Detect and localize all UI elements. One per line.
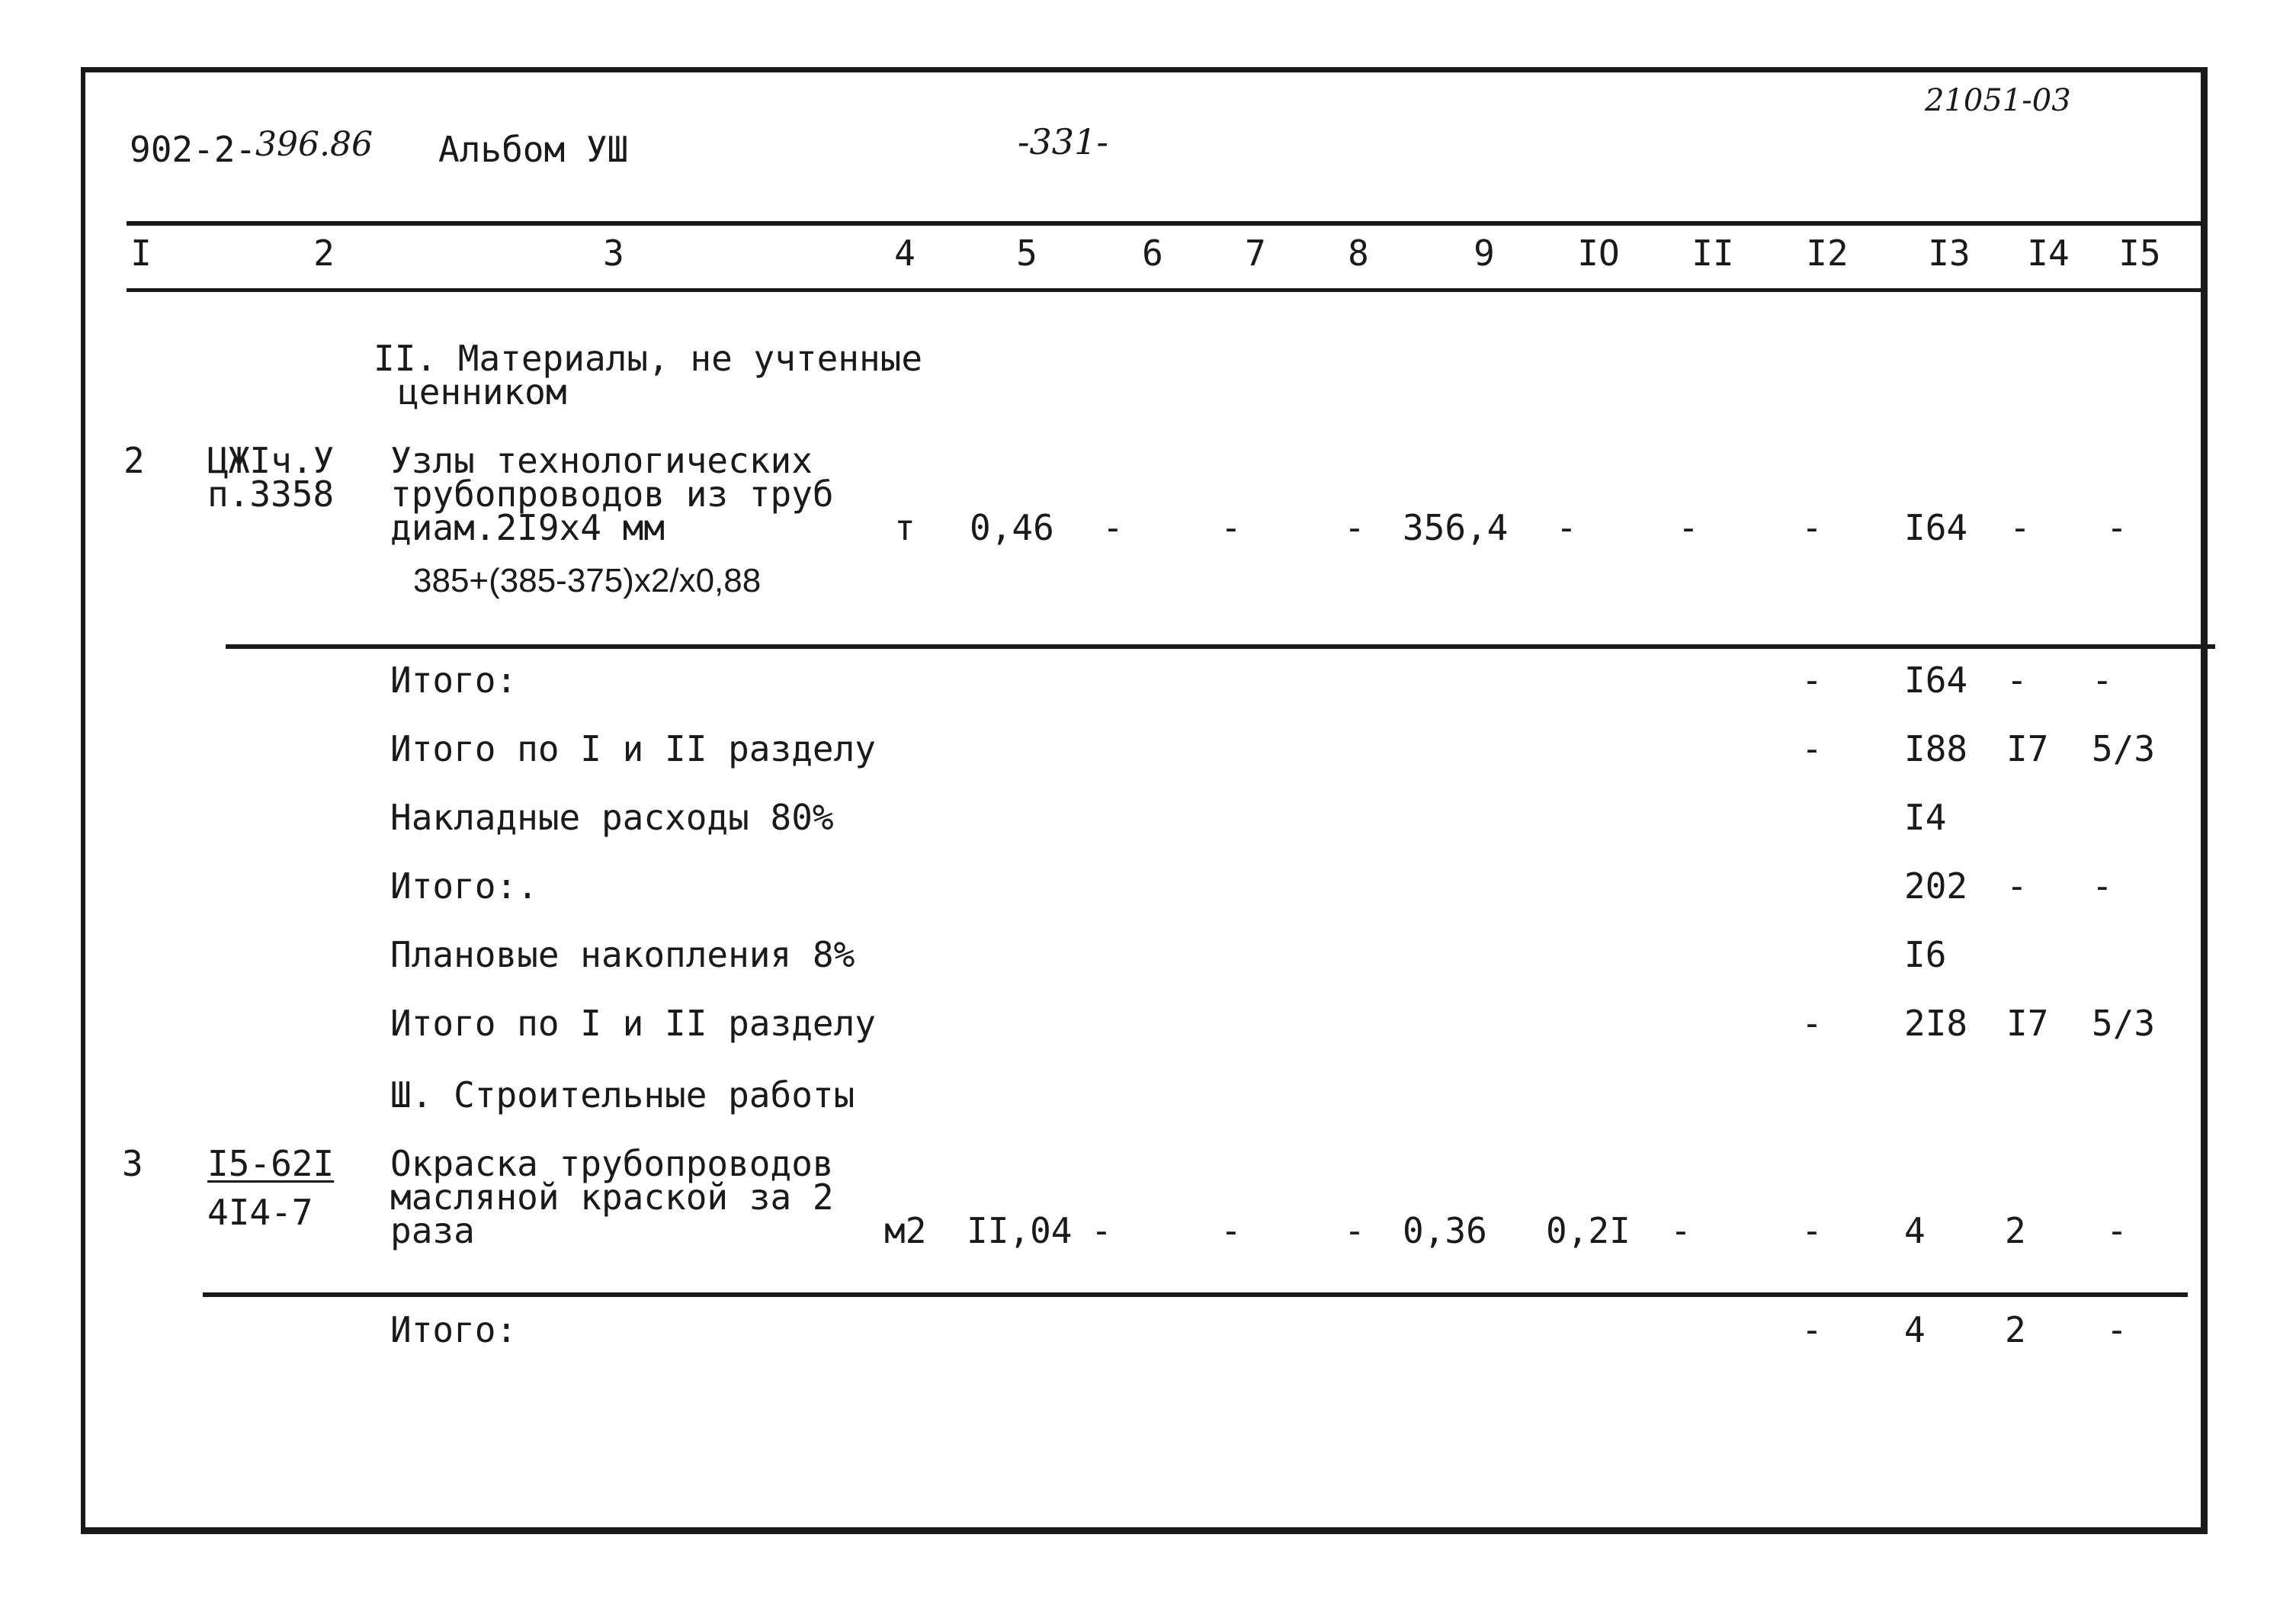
section2-title-line1: II. Материалы, не учтенные [374,338,923,379]
row3-code-line2: 4I4-7 [207,1192,313,1233]
totals-label: Итого:. [390,865,538,907]
totals-col12: - [1801,728,1823,769]
row3-qty: II,04 [967,1210,1073,1251]
row2-col6: - [1102,507,1124,548]
row2-bottom-rule [226,644,2215,649]
album-title: Альбом УШ [438,129,629,170]
doc-prefix: 902-2- [130,129,257,170]
row3-col6: - [1091,1210,1112,1251]
totals-col14: I7 [2006,728,2049,769]
totals-col15: - [2092,865,2113,907]
totals-col14: I7 [2006,1003,2049,1044]
row3-col9: 0,36 [1403,1210,1487,1251]
row2-col10: - [1556,507,1577,548]
totals-col13: 202 [1904,865,1968,907]
row3-name-line2: масляной краской за 2 [390,1177,834,1218]
row2-col7: - [1220,507,1242,548]
totals-col15: 5/3 [2092,1003,2156,1044]
row3-col15: - [2106,1210,2128,1251]
row3-col11: - [1670,1210,1692,1251]
totals-label: Накладные расходы 80% [390,797,834,838]
archive-number: 21051-03 [1925,83,2071,118]
totals-col15: 5/3 [2092,728,2156,769]
row2-name-line2: трубопроводов из труб [390,474,834,515]
col-header-3: 3 [603,233,624,274]
row2-name-line1: Узлы технологических [390,440,813,481]
totals-label: Итого по I и II разделу [390,1003,876,1044]
col-header-11: II [1692,233,1734,274]
col-header-14: I4 [2027,233,2070,274]
totals-label: Итого: [390,660,518,701]
col-header-4: 4 [894,233,916,274]
totals-col13: I6 [1904,934,1947,975]
col-header-2: 2 [313,233,335,274]
row3-unit: м2 [884,1210,927,1251]
col-header-10: IO [1577,233,1620,274]
row2-col8: - [1344,507,1365,548]
row3-col13: 4 [1904,1210,1926,1251]
col-header-5: 5 [1016,233,1037,274]
row2-unit: т [894,507,916,548]
row2-code-line1: ЦЖIч.У [207,440,335,481]
header-top-rule [127,221,2205,226]
row3-name-line1: Окраска трубопроводов [390,1143,834,1184]
doc-number: 396.86 [255,125,373,164]
col-header-6: 6 [1142,233,1163,274]
row2-col13: I64 [1904,507,1968,548]
row3-num: 3 [122,1143,143,1184]
totals-col12: - [1801,660,1823,701]
row3-bottom-rule [203,1292,2188,1297]
final-total-col12: - [1801,1309,1823,1350]
row3-col10: 0,2I [1546,1210,1631,1251]
final-total-col15: - [2106,1309,2128,1350]
row3-col14: 2 [2005,1210,2026,1251]
totals-label: Плановые накопления 8% [390,934,855,975]
row3-name-line3: раза [390,1210,475,1251]
totals-col13: 2I8 [1904,1003,1968,1044]
header-bottom-rule [127,288,2205,292]
row2-name-line3: диам.2I9х4 мм [390,507,665,548]
final-total-label: Итого: [390,1309,518,1350]
row2-col15: - [2106,507,2128,548]
row3-col8: - [1344,1210,1365,1251]
page-number: -331- [1018,121,1108,162]
row2-qty: 0,46 [970,507,1054,548]
row2-code-line2: п.3358 [207,474,335,515]
row2-col11: - [1678,507,1699,548]
col-header-8: 8 [1348,233,1369,274]
totals-col14: - [2006,660,2028,701]
col-header-12: I2 [1806,233,1849,274]
row2-formula: 385+(385-375)х2/х0,88 [413,562,762,599]
final-total-col13: 4 [1904,1309,1926,1350]
totals-col12: - [1801,1003,1823,1044]
col-header-13: I3 [1928,233,1971,274]
section2-title-line2: ценником [398,371,567,413]
row2-num: 2 [123,440,145,481]
final-total-col14: 2 [2005,1309,2026,1350]
totals-col13: I88 [1904,728,1968,769]
totals-col14: - [2006,865,2028,907]
row3-col7: - [1220,1210,1242,1251]
totals-label: Итого по I и II разделу [390,728,876,769]
row2-col12: - [1801,507,1823,548]
row2-col14: - [2009,507,2031,548]
row3-code-line1: I5-62I [207,1143,335,1184]
totals-col15: - [2092,660,2113,701]
col-header-15: I5 [2118,233,2161,274]
col-header-7: 7 [1245,233,1266,274]
row3-col12: - [1801,1210,1823,1251]
col-header-9: 9 [1473,233,1495,274]
totals-col13: I4 [1904,797,1947,838]
col-header-1: I [130,233,152,274]
totals-col13: I64 [1904,660,1968,701]
section3-title: Ш. Строительные работы [390,1074,855,1116]
row2-col9: 356,4 [1403,507,1509,548]
